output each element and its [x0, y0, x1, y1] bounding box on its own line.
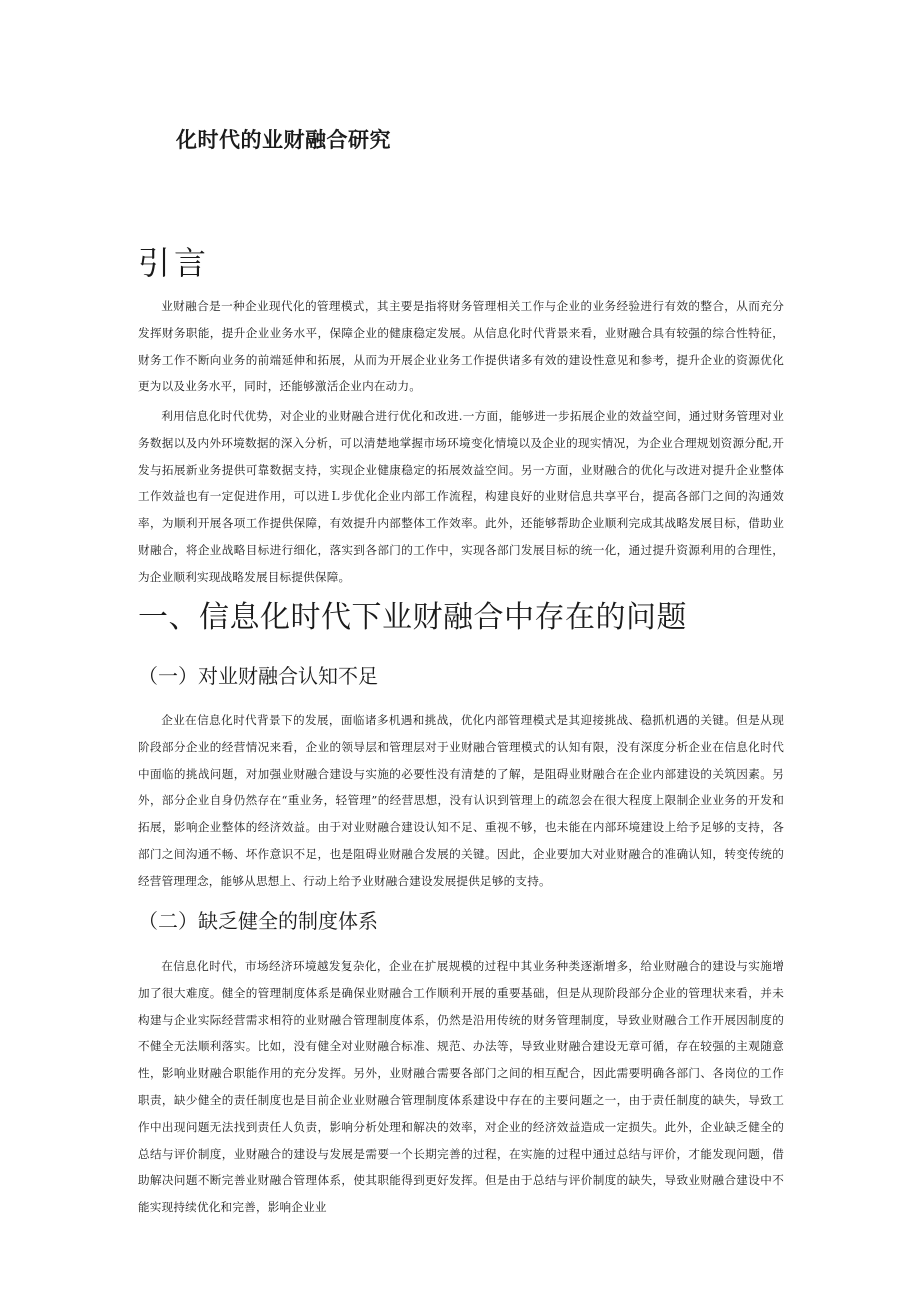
- subsection-1-paragraph: 企业在信息化时代背景下的发展，面临诸多机遇和挑战，优化内部管理模式是其迎接挑战、稳抓机遇的关键。但是从现阶段部分企业的经营情况来看，企业的领导层和管理层对于业财融合管理模式的认知有限，没有深度分析企业在信息化时代中面临的挑战问题，对加强业财融合建设与实施的必要性没有清楚的了解，是阻碍业财融合在企业内部建设的关筑因素。另外，部分企业自身仍然存在“重业务，轻管理”的经营思想，没有认识到管理上的疏忽会在很大程度上限制企业业务的开发和拓展，影响企业整体的经济效益。由于对业财融合建设认知不足、重视不够，也未能在内部环境建设上给予足够的支持，各部门之间沟通不畅、坏作意识不足，也是阻碍业财融合发展的关键。因此，企业要加大对业财融合的准确认知，转变传统的经营管理理念，能够从思想上、行动上给予业财融合建设发展提供足够的支持。: [138, 713, 784, 888]
- subsection-1-heading: （一）对业财融合认知不足: [138, 664, 378, 688]
- intro-paragraph-2: 利用信息化时代优势，对企业的业财融合进行优化和改进.一方面，能够进一步拓展企业的效益空间，通过财务管理对业务数据以及内外环境数据的深入分析，可以清楚地掌握市场环境变化情境以及企业的现实情况，为企业合理规划资源分配,开发与拓展新业务提供可靠数据支持，实现企业健康稳定的拓展效益空间。另一方面，业财融合的优化与改进对提升企业整体工作效益也有一定促进作用，可以进Ｌ步优化企业内部工作流程，构建良好的业财信息共享平台，提高各部门之间的沟通效率，为顺利开展各项工作提供保障，有效提升内部整体工作效率。此外，还能够帮助企业顺利完成其战略发展目标，借助业财融合，将企业战略目标进行细化，落实到各部门的工作中，实现各部门发展目标的统一化，通过提升资源利用的合理性，为企业顺利实现战略发展目标提供保障。: [138, 409, 784, 584]
- subsection-2-heading: （二）缺乏健全的制度体系: [138, 909, 378, 933]
- section-1-heading: 一、信息化时代下业财融合中存在的问题: [138, 600, 687, 635]
- subsection-2-paragraph: 在信息化时代，市场经济环境越发复杂化，企业在扩展规模的过程中其业务种类逐渐增多，给业财融合的建设与实施增加了很大难度。健全的管理制度体系是确保业财融合工作顺利开展的重要基础，但是从现阶段部分企业的管理状来看，并未构建与企业实际经营需求相符的业财融合管理制度体系，仍然是沿用传统的财务管理制度，导致业财融合工作开展因制度的不健全无法顺利落实。比如，没有健全对业财融合标准、规范、办法等，导致业财融合建设无章可循，存在较强的主观随意性，影响业财融合职能作用的充分发挥。另外，业财融合需要各部门之间的相互配合，因此需要明确各部门、各岗位的工作职责，缺少健全的责任制度也是目前企业业财融合管理制度体系建设中存在的主要问题之一，由于责任制度的缺失，导致工作中出现问题无法找到责任人负责，影响分析处理和解决的效率，对企业的经济效益造成一定损失。此外，企业缺乏健全的总结与评价制度，业财融合的建设与发展是需要一个长期完善的过程，在实施的过程中通过总结与评价，才能发现问题，借助解决问题不断完善业财融合管理体系，使其职能得到更好发挥。但是由于总结与评价制度的缺失，导致业财融合建设中不能实现持续优化和完善，影响企业业: [138, 959, 784, 1215]
- intro-paragraph-1: 业财融合是一种企业现代化的管理模式，其主要是指将财务管理相关工作与企业的业务经验进行有效的整合，从而充分发挥财务职能，提升企业业务水平，保障企业的健康稳定发展。从信息化时代背景来看，业财融合具有较强的综合性特征，财务工作不断向业务的前端延伸和拓展，从而为开展企业业务工作提供诸多有效的建设性意见和参考，提升企业的资源优化更为以及业务水平，同时，还能够激活企业内在动力。: [138, 299, 784, 394]
- intro-heading: 引言: [138, 244, 211, 282]
- document-title: 化时代的业财融合研究: [176, 128, 391, 152]
